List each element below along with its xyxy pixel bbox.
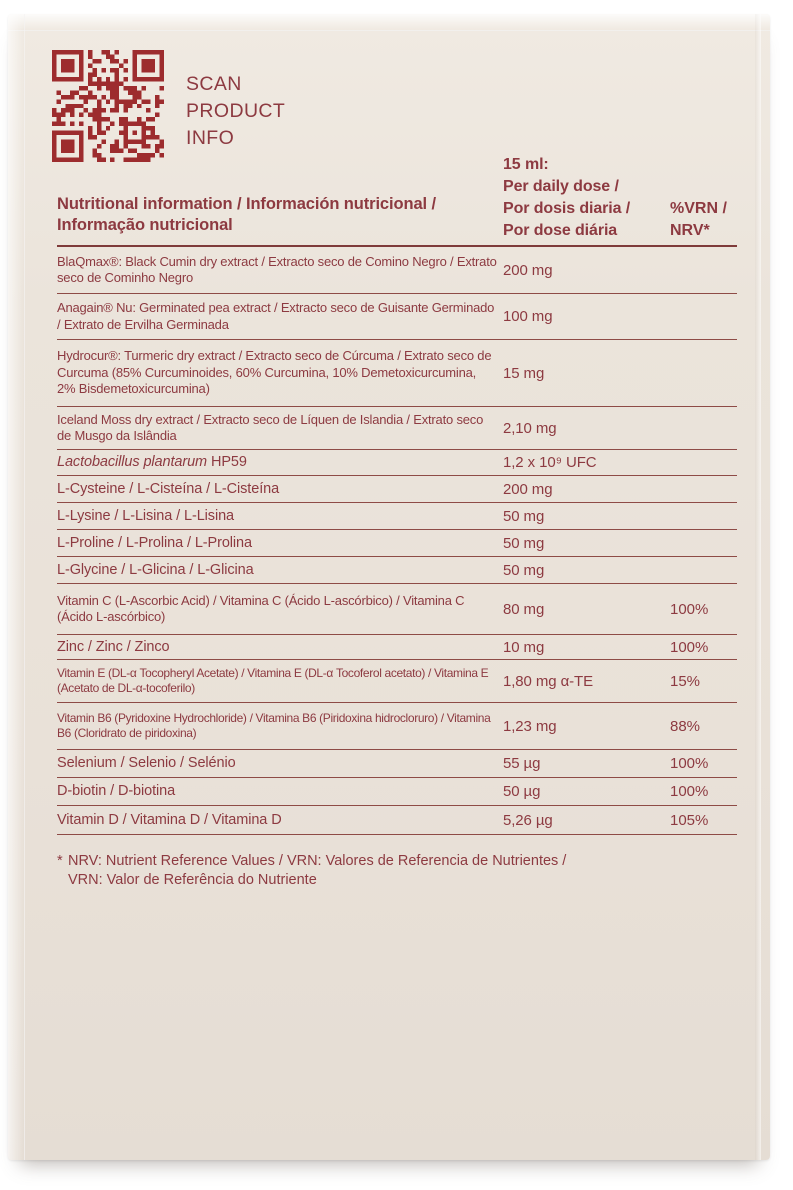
table-row — [57, 476, 737, 503]
nutrient-amount: 50 mg — [503, 507, 545, 525]
dose-header-line: Per daily dose / — [503, 178, 619, 195]
nutrient-amount: 2,10 mg — [503, 419, 557, 437]
table-row — [57, 450, 737, 476]
box-right-crease — [755, 14, 761, 1160]
scan-line: INFO — [186, 127, 235, 149]
nutrition-table — [57, 245, 737, 835]
table-row — [57, 340, 737, 407]
nutrient-name: L-Cysteine / L-Cisteína / L-Cisteína — [57, 480, 280, 497]
nutrient-name: L-Glycine / L-Glicina / L-Glicina — [57, 561, 254, 578]
scan-product-info-label — [186, 71, 285, 152]
scan-line: PRODUCT — [186, 100, 286, 122]
nutrient-name — [57, 454, 503, 471]
nutrient-name: Hydrocur®: Turmeric dry extract / Extracto seco de Cúrcuma / Extrato seco de Curcuma (85% Curcuminoides, 60% Curcumina, 10% Demetoxicurcumina, 2% Bisdemetoxicurcumina) — [57, 348, 492, 397]
table-row — [57, 584, 737, 635]
nutrient-nrv: 105% — [670, 811, 709, 829]
nutrient-name: Anagain® Nu: Germinated pea extract / Extracto seco de Guisante Germinado / Extrato de Ervilha Germinada — [57, 300, 495, 332]
nutrient-name-italic: Lactobacillus plantarum — [57, 454, 208, 470]
dose-header-line: Por dose diária — [503, 222, 618, 239]
table-row — [57, 247, 737, 294]
nutrient-nrv: 100% — [670, 638, 709, 656]
footnote-marker: * — [57, 853, 63, 869]
nutrient-amount: 50 µg — [503, 783, 541, 800]
table-row — [57, 660, 737, 703]
nutrient-amount: 5,26 µg — [503, 811, 553, 829]
table-row — [57, 503, 737, 530]
table-row — [57, 407, 737, 450]
nutrient-name: Vitamin D / Vitamina D / Vitamina D — [57, 811, 282, 828]
qr-code-icon — [52, 50, 164, 162]
nutritional-information-title: Nutritional information / Información nutricional / Informação nutricional — [57, 195, 436, 234]
nutrient-name: Selenium / Selenio / Selénio — [57, 755, 236, 771]
table-row — [57, 530, 737, 557]
nutrient-amount: 1,23 mg — [503, 717, 557, 735]
nutrient-amount: 100 mg — [503, 308, 553, 325]
nutrient-name: D-biotin / D-biotina — [57, 783, 176, 799]
table-row — [57, 806, 737, 835]
nutrient-name: Vitamin B6 (Pyridoxine Hydrochloride) / Vitamina B6 (Piridoxina hidrocloruro) / Vitamina B6 (Cloridrato de piridoxina) — [57, 710, 491, 740]
nutrient-amount: 50 mg — [503, 534, 545, 552]
footnote-text: NRV: Nutrient Reference Values / VRN: Valores de Referencia de Nutrientes / VRN: Valor de Referência do Nutriente — [68, 853, 567, 888]
nutrient-amount: 80 mg — [503, 600, 545, 618]
nutrient-nrv: 100% — [670, 755, 709, 772]
table-row — [57, 703, 737, 750]
dose-header-line: 15 ml: — [503, 156, 549, 173]
scan-line: SCAN — [186, 73, 242, 95]
table-row — [57, 294, 737, 340]
nutrient-amount: 200 mg — [503, 261, 553, 279]
nutrient-name: Vitamin C (L-Ascorbic Acid) / Vitamina C (Ácido L-ascórbico) / Vitamina C (Ácido L-ascórbico) — [57, 592, 465, 624]
nutrient-amount: 50 mg — [503, 561, 545, 579]
table-row — [57, 557, 737, 584]
table-row — [57, 778, 737, 806]
nutrient-name: Iceland Moss dry extract / Extracto seco de Líquen de Islandia / Extrato seco de Musgo da Islândia — [57, 411, 484, 443]
nrv-column-header — [670, 198, 727, 242]
nutrient-name: Zinc / Zinc / Zinco — [57, 638, 170, 655]
table-row — [57, 750, 737, 778]
nutrient-amount: 200 mg — [503, 480, 553, 498]
nutrient-name: Vitamin E (DL-α Tocopheryl Acetate) / Vitamina E (DL-α Tocoferol acetato) / Vitamina E (Acetato de DL-α-tocoferilo) — [57, 665, 489, 695]
nutrient-nrv: 100% — [670, 600, 709, 618]
nrv-header-line: %VRN / — [670, 200, 727, 217]
product-box — [8, 14, 770, 1160]
nutrient-amount: 55 µg — [503, 755, 541, 772]
nrv-footnote — [57, 852, 603, 889]
nutrient-amount: 1,80 mg α-TE — [503, 672, 594, 690]
nutrient-nrv: 100% — [670, 783, 709, 800]
dose-column-header — [503, 154, 630, 242]
nutrient-name-plain: HP59 — [207, 454, 247, 470]
nutrient-amount: 10 mg — [503, 638, 545, 656]
nrv-header-line: NRV* — [670, 222, 710, 239]
nutrient-name: BlaQmax®: Black Cumin dry extract / Extracto seco de Comino Negro / Extrato seco de Cominho Negro — [57, 253, 497, 285]
table-row — [57, 635, 737, 660]
nutrient-amount: 1,2 x 10⁹ UFC — [503, 454, 597, 471]
nutrient-nrv: 88% — [670, 717, 701, 735]
nutrient-nrv: 15% — [670, 672, 701, 690]
nutrient-name: L-Proline / L-Prolina / L-Prolina — [57, 534, 252, 551]
nutrient-name: L-Lysine / L-Lisina / L-Lisina — [57, 507, 234, 524]
dose-header-line: Por dosis diaria / — [503, 200, 631, 217]
nutrient-amount: 15 mg — [503, 364, 545, 382]
